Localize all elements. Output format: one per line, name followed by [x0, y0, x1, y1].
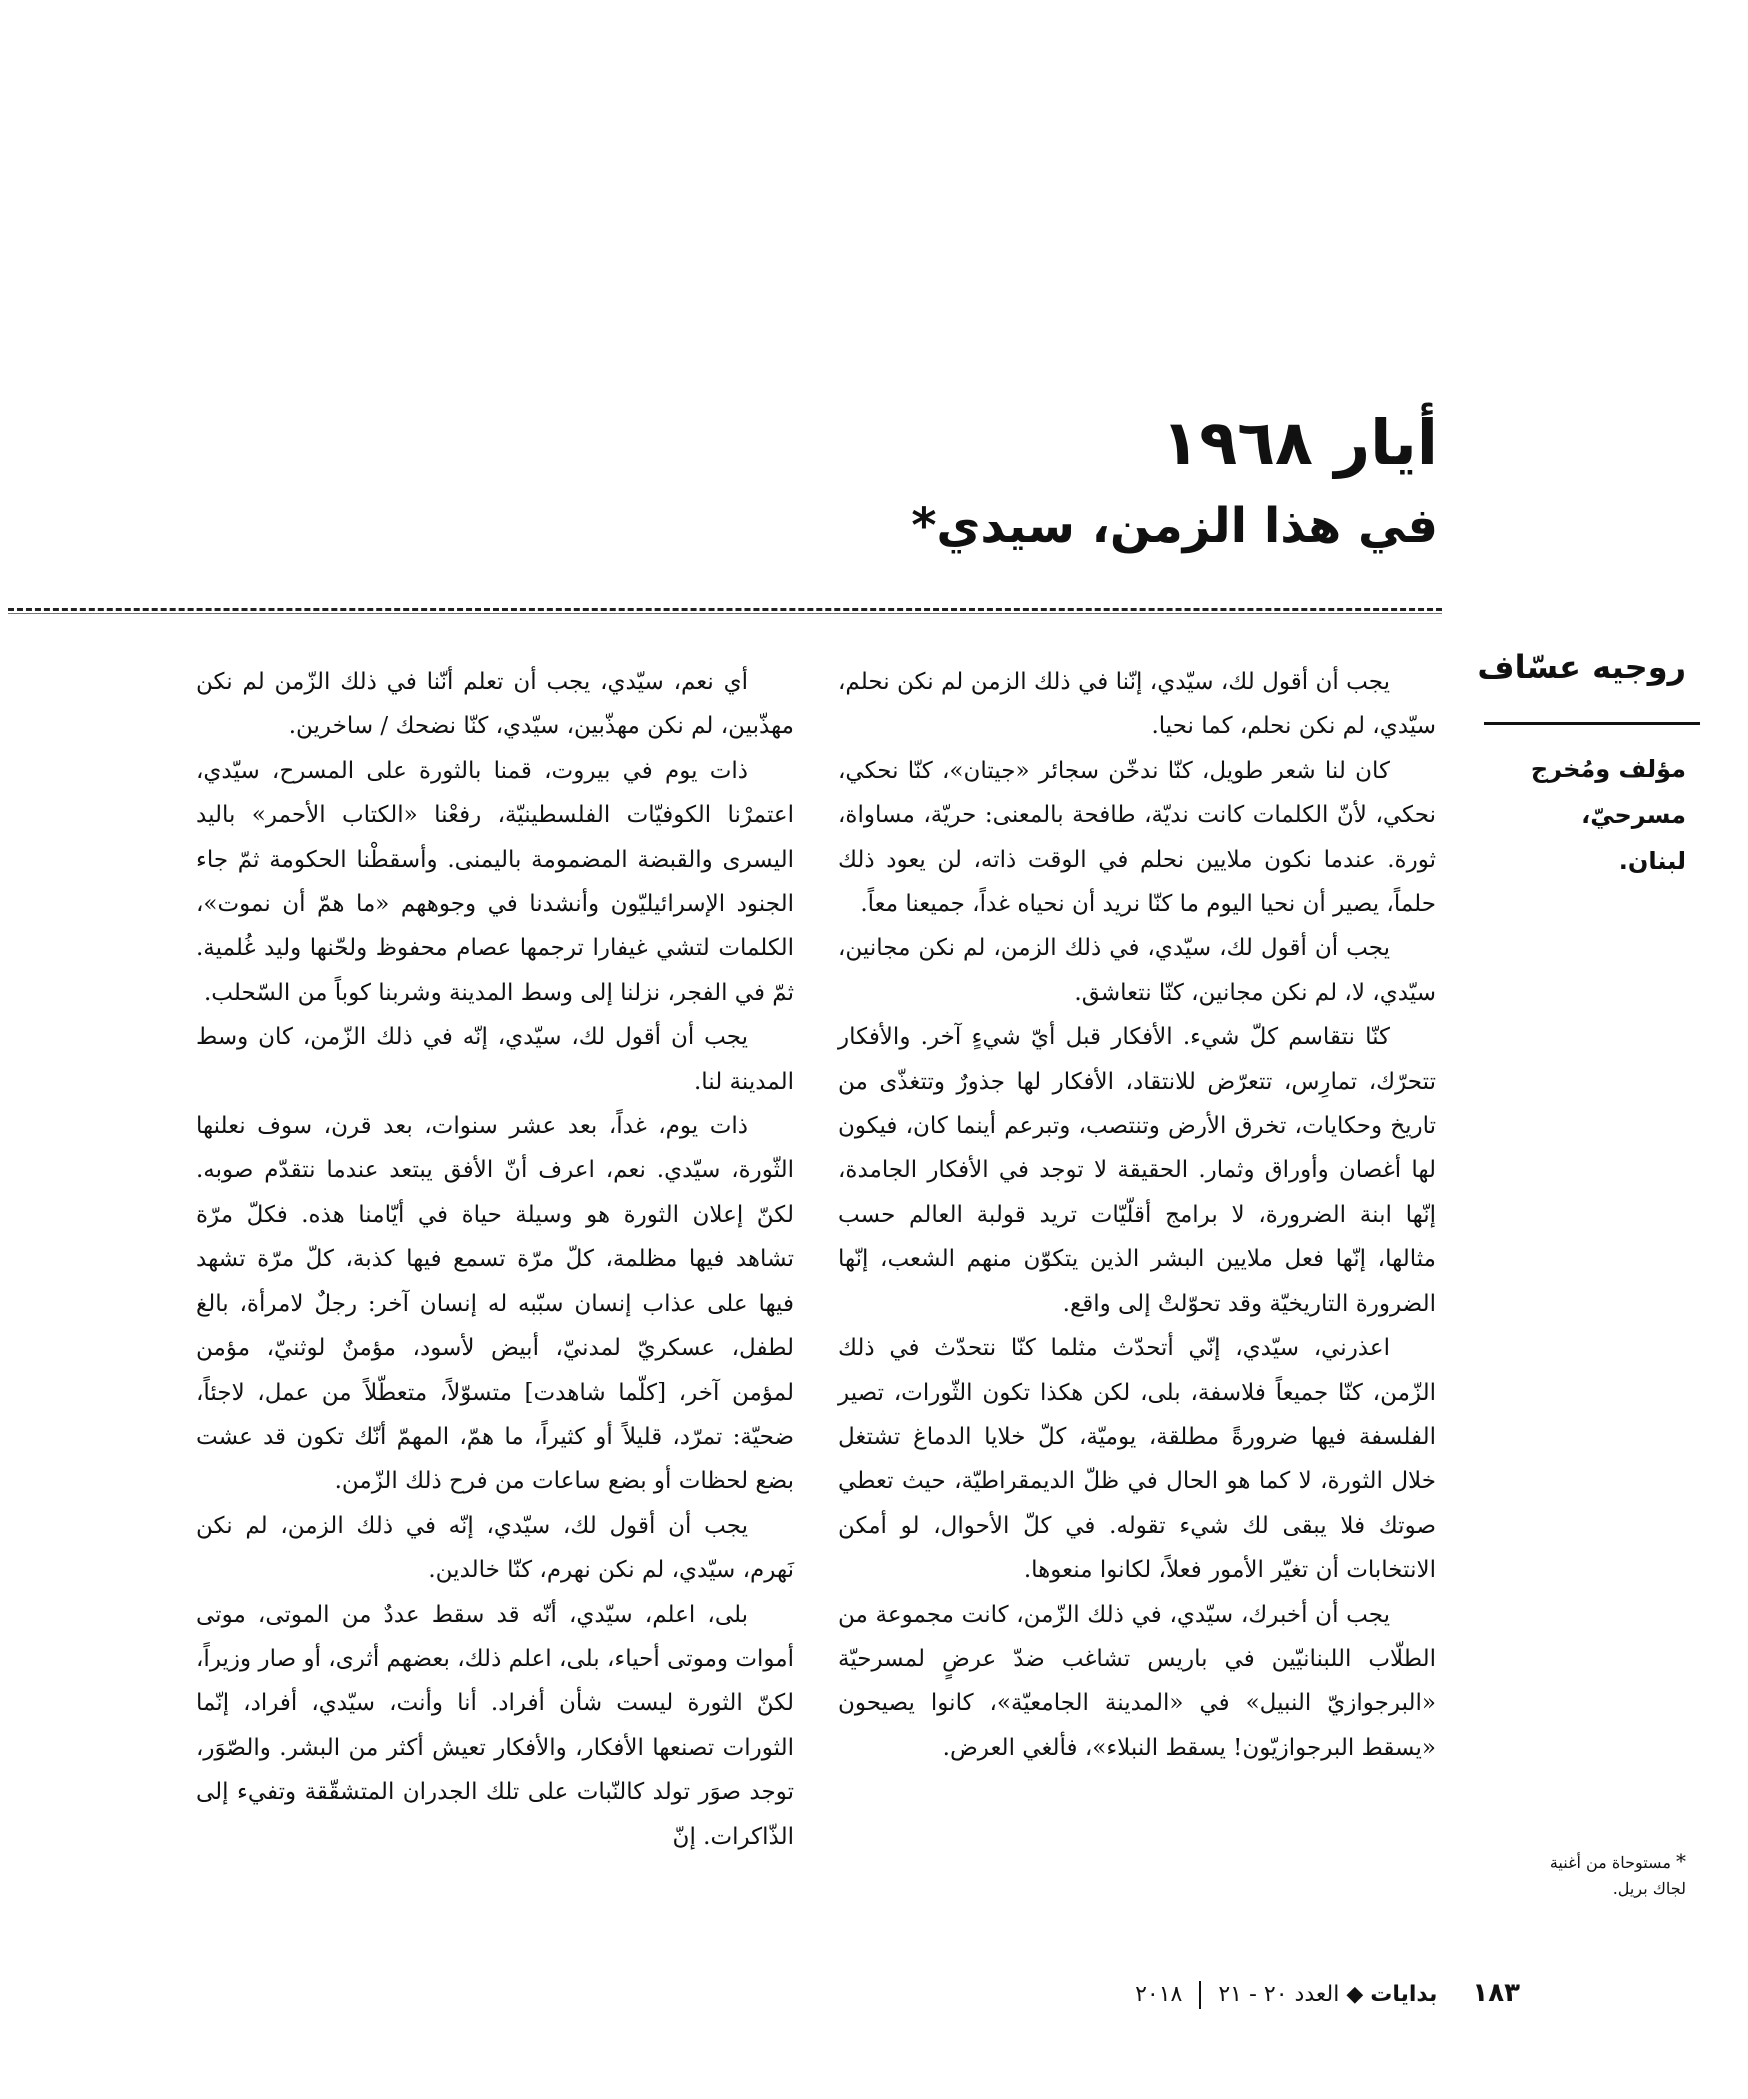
author-role: مؤلف ومُخرج مسرحيّ، لبنان.	[1530, 755, 1686, 875]
paragraph: ذات يوم، غداً، بعد عشر سنوات، بعد قرن، سوف نعلنها الثّورة، سيّدي. نعم، اعرف أنّ الأفق يبتعد عندما نتقدّم صوبه. لكنّ إعلان الثورة هو وسيلة حياة في أيّامنا هذه. فكلّ مرّة تشاهد فيها مظلمة، كلّ مرّة تسمع فيها كذبة، كلّ مرّة تشهد فيها على عذاب إنسان سبّبه له إنسان آخر: رجلٌ لامرأة، بالغ لطفل، عسكريّ لمدنيّ، أبيض لأسود، مؤمنٌ لوثنيّ، مؤمن لمؤمن آخر، [كلّما شاهدت] متسوّلاً، متعطّلاً من عمل، لاجئاً، ضحيّة: تمرّد، قليلاً أو كثيراً، ما همّ، المهمّ أنّك تكون قد عشت بضع لحظات أو بضع ساعات من فرح ذلك الزّمن.	[196, 1113, 794, 1495]
author-divider	[1484, 722, 1700, 725]
article-title: أيار ١٩٦٨	[1161, 406, 1438, 479]
paragraph: يجب أن أقول لك، سيّدي، في ذلك الزمن، لم نكن مجانين، سيّدي، لا، لم نكن مجانين، كنّا نتعاشق.	[838, 935, 1436, 1006]
diamond-icon: ◆	[1346, 1982, 1364, 2007]
paragraph: يجب أن أقول لك، سيّدي، إنّه في ذلك الزّمن، كان وسط المدينة لنا.	[196, 1024, 794, 1095]
author-name: روجيه عسّاف	[1477, 648, 1686, 686]
article-subtitle: في هذا الزمن، سيدي*	[911, 498, 1438, 554]
paragraph: اعذرني، سيّدي، إنّي أتحدّث مثلما كنّا نتحدّث في ذلك الزّمن، كنّا جميعاً فلاسفة، بلى، لكن هكذا تكون الثّورات، تصير الفلسفة فيها ضرورةً مطلقة، يوميّة، كلّ خلايا الدماغ تشتغل خلال الثورة، لا كما هو الحال في ظلّ الديمقراطيّة، حيث تعطي صوتك فلا يبقى لك شيء تقوله. في كلّ الأحوال، لو أمكن الانتخابات أن تغيّر الأمور فعلاً، لكانوا منعوها.	[838, 1335, 1436, 1584]
footnote-text: مستوحاة من أغنية لجاك بريل.	[1549, 1853, 1686, 1898]
paragraph: كان لنا شعر طويل، كنّا ندخّن سجائر «جيتان»، كنّا نحكي، نحكي، لأنّ الكلمات كانت نديّة، طافحة بالمعنى: حريّة، مساواة، ثورة. عندما نكون ملايين نحلم في الوقت ذاته، لن يعود ذلك حلماً، يصير أن نحيا اليوم ما كنّا نريد أن نحياه غداً، جميعنا معاً.	[838, 757, 1436, 918]
paragraph: بلى، اعلم، سيّدي، أنّه قد سقط عددٌ من الموتى، موتى أموات وموتى أحياء، بلى، اعلم ذلك، بعضهم أثرى، أو صار وزيراً، لكنّ الثورة ليست شأن أفراد. أنا وأنت، سيّدي، أفراد، إنّما الثورات تصنعها الأفكار، والأفكار تعيش أكثر من البشر. والصّوَر، توجد صوَر تولد كالنّبات على تلك الجدران المتشقّقة وتفيء إلى الذّاكرات. إنّ	[196, 1601, 795, 1850]
article-column-right	[838, 660, 1436, 1770]
paragraph: يجب أن أقول لك، سيّدي، إنّنا في ذلك الزمن لم نكن نحلم، سيّدي، لم نكن نحلم، كما نحيا.	[838, 669, 1436, 740]
issue-year: ٢٠١٨	[1135, 1982, 1183, 2007]
article-column-left	[196, 660, 794, 1859]
paragraph: يجب أن أقول لك، سيّدي، إنّه في ذلك الزمن، لم نكن نَهرم، سيّدي، لم نكن نهرم، كنّا خالدين.	[196, 1512, 794, 1584]
paragraph: أي نعم، سيّدي، يجب أن تعلم أنّنا في ذلك الزّمن لم نكن مهذّبين، لم نكن مهذّبين، سيّدي، كنّا نضحك / ساخرين.	[196, 669, 794, 740]
footnote	[1528, 1848, 1686, 1902]
paragraph: يجب أن أخبرك، سيّدي، في ذلك الزّمن، كانت مجموعة من الطلّاب اللبنانيّين في باريس تشاغب ضدّ عرضٍ لمسرحيّة «البرجوازيّ النبيل» في «المدينة الجامعيّة»، كانوا يصيحون «يسقط البرجوازيّون! يسقط النبلاء»، فألغي العرض.	[838, 1601, 1436, 1761]
footnote-star: *	[1676, 1849, 1686, 1873]
footer-separator	[1199, 1981, 1201, 2009]
issue-label: العدد ٢٠ - ٢١	[1218, 1982, 1340, 2007]
title-divider-underline	[8, 613, 1442, 614]
paragraph: كنّا نتقاسم كلّ شيء. الأفكار قبل أيّ شيءٍ آخر. والأفكار تتحرّك، تمارِس، تتعرّض للانتقاد، الأفكار لها جذورٌ وتتغذّى من تاريخ وحكايات، تخرق الأرض وتنتصب، وتبرعم أينما كان، فيكون لها أغصان وأوراق وثمار. الحقيقة لا توجد في الأفكار الجامدة، إنّها ابنة الضرورة، لا برامج أقلّيّات تريد قولبة العالم حسب مثالها، إنّها فعل ملايين البشر الذين يتكوّن منهم الشعب، إنّها الضرورة التاريخيّة وقد تحوّلتْ إلى واقع.	[838, 1024, 1436, 1317]
page-number: ١٨٣	[1472, 1978, 1520, 2008]
title-block	[911, 400, 1438, 566]
magazine-name: بدايات	[1370, 1982, 1438, 2007]
paragraph: ذات يوم في بيروت، قمنا بالثورة على المسرح، سيّدي، اعتمرْنا الكوفيّات الفلسطينيّة، رفعْنا «الكتاب الأحمر» باليد اليسرى والقبضة المضمومة باليمنى. وأسقطْنا الحكومة ثمّ جاء الجنود الإسرائيليّون وأنشدنا في وجوههم «ما همّ أن نموت»، الكلمات لتشي غيفارا ترجمها عصام محفوظ ولحّنها وليد غُلمية. ثمّ في الفجر، نزلنا إلى وسط المدينة وشربنا كوباً من السّحلب.	[196, 757, 794, 1006]
title-divider	[8, 608, 1442, 611]
page-footer	[1100, 1978, 1520, 2009]
